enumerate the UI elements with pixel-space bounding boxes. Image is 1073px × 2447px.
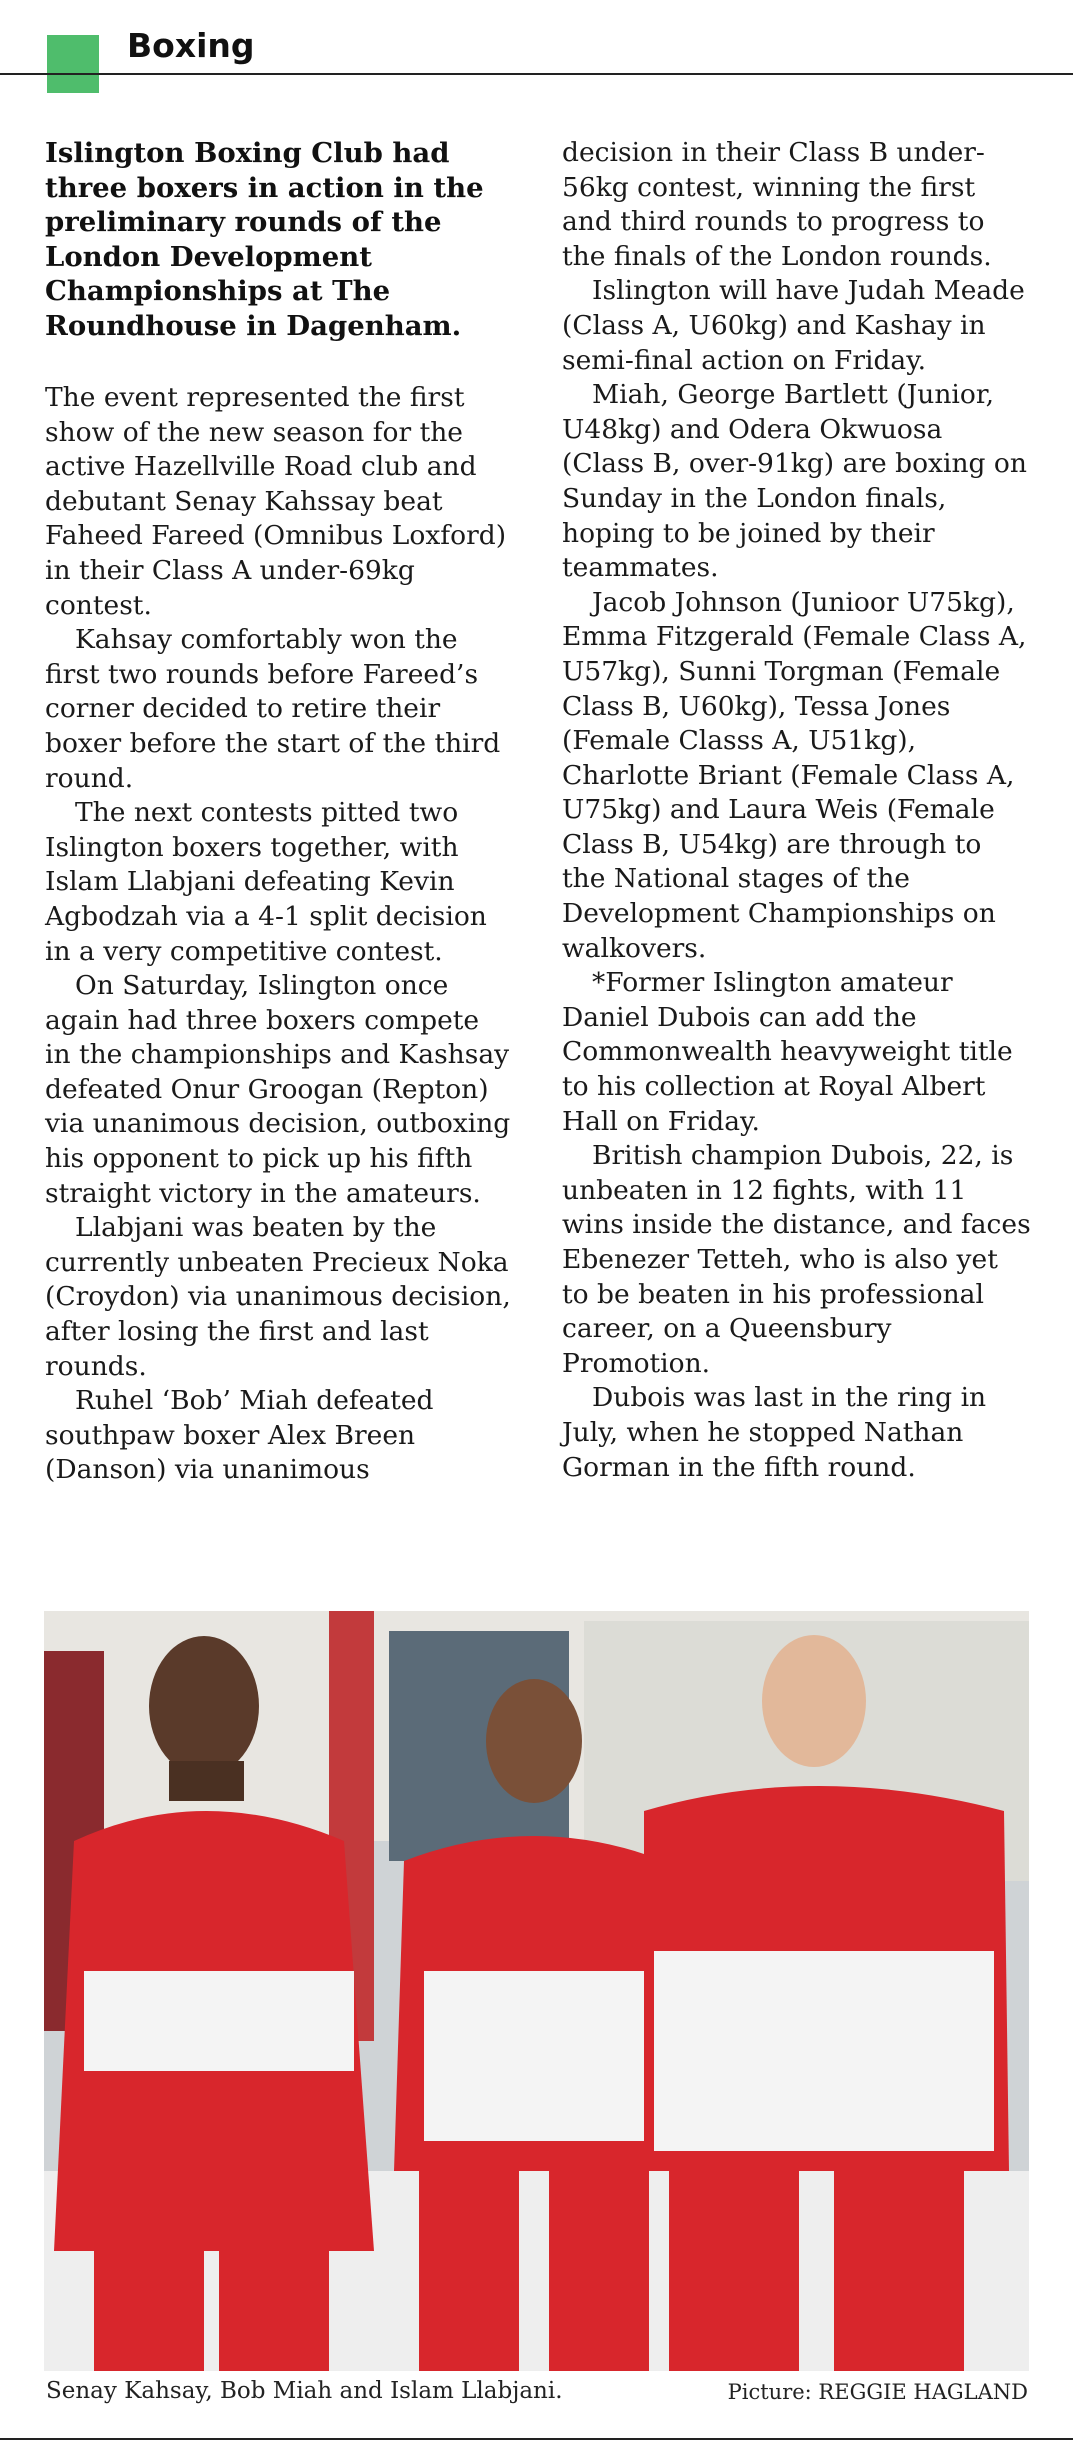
article-paragraph: Jacob Johnson (Junioor U75kg), Emma Fitzgerald (Female Class A, U57kg), Sunni Torgman (Female Class B, U60kg), Tessa Jones (Female Classs A, U51kg), Charlotte Briant (Female Class A, U75kg) and Laura Weis (Female Class B, U54kg) are through to the National stages of the Development Championships on walkovers. (562, 586, 1027, 964)
header-rule (0, 73, 1073, 75)
boxers-photo-illustration (44, 1611, 1029, 2371)
photo-caption: Senay Kahsay, Bob Miah and Islam Llabjani. (46, 2378, 563, 2404)
article-paragraph: The event represented the first show of the new season for the active Hazellville Road club and debutant Senay Kahssay beat Faheed Fareed (Omnibus Loxford) in their Class A under-69kg contest. (45, 382, 507, 621)
article-photo (44, 1611, 1029, 2371)
article-paragraph-continuation: decision in their Class B under-56kg contest, winning the first and third rounds to progress to the finals of the London rounds. (562, 137, 992, 272)
article-column-right (562, 136, 1032, 1485)
article-lede: Islington Boxing Club had three boxers in action in the preliminary rounds of the London Development Championships at The Roundhouse in Dagenham. (45, 137, 484, 342)
article-paragraph: Islington will have Judah Meade (Class A, U60kg) and Kashay in semi-final action on Friday. (562, 275, 1025, 376)
article-paragraph: The next contests pitted two Islington boxers together, with Islam Llabjani defeating Kevin Agbodzah via a 4-1 split decision in a very competitive contest. (45, 797, 487, 967)
article-paragraph: Ruhel ‘Bob’ Miah defeated southpaw boxer Alex Breen (Danson) via unanimous (45, 1385, 434, 1486)
article-paragraph: British champion Dubois, 22, is unbeaten in 12 fights, with 11 wins inside the distance, and faces Ebenezer Tetteh, who is also yet to be beaten in his professional career, on a Queensbury Promotion. (562, 1140, 1031, 1379)
article-paragraph: On Saturday, Islington once again had three boxers compete in the championships and Kashsay defeated Onur Groogan (Repton) via unanimous decision, outboxing his opponent to pick up his fifth straight victory in the amateurs. (45, 970, 511, 1209)
section-header (0, 0, 1073, 110)
footer-rule (0, 2438, 1073, 2440)
article-paragraph: Dubois was last in the ring in July, when he stopped Nathan Gorman in the fifth round. (562, 1382, 987, 1483)
section-title: Boxing (127, 26, 255, 65)
article-column-left (45, 136, 512, 1488)
article-paragraph: *Former Islington amateur Daniel Dubois can add the Commonwealth heavyweight title to his collection at Royal Albert Hall on Friday. (562, 967, 1013, 1137)
article-paragraph: Llabjani was beaten by the currently unbeaten Precieux Noka (Croydon) via unanimous decision, after losing the first and last rounds. (45, 1212, 511, 1382)
section-color-block (47, 35, 99, 93)
photo-credit: Picture: REGGIE HAGLAND (727, 2380, 1028, 2404)
article-paragraph: Miah, George Bartlett (Junior, U48kg) and Odera Okwuosa (Class B, over-91kg) are boxing on Sunday in the London finals, hoping to be joined by their teammates. (562, 379, 1027, 584)
article-paragraph: Kahsay comfortably won the first two rounds before Fareed’s corner decided to retire their boxer before the start of the third round. (45, 624, 501, 794)
